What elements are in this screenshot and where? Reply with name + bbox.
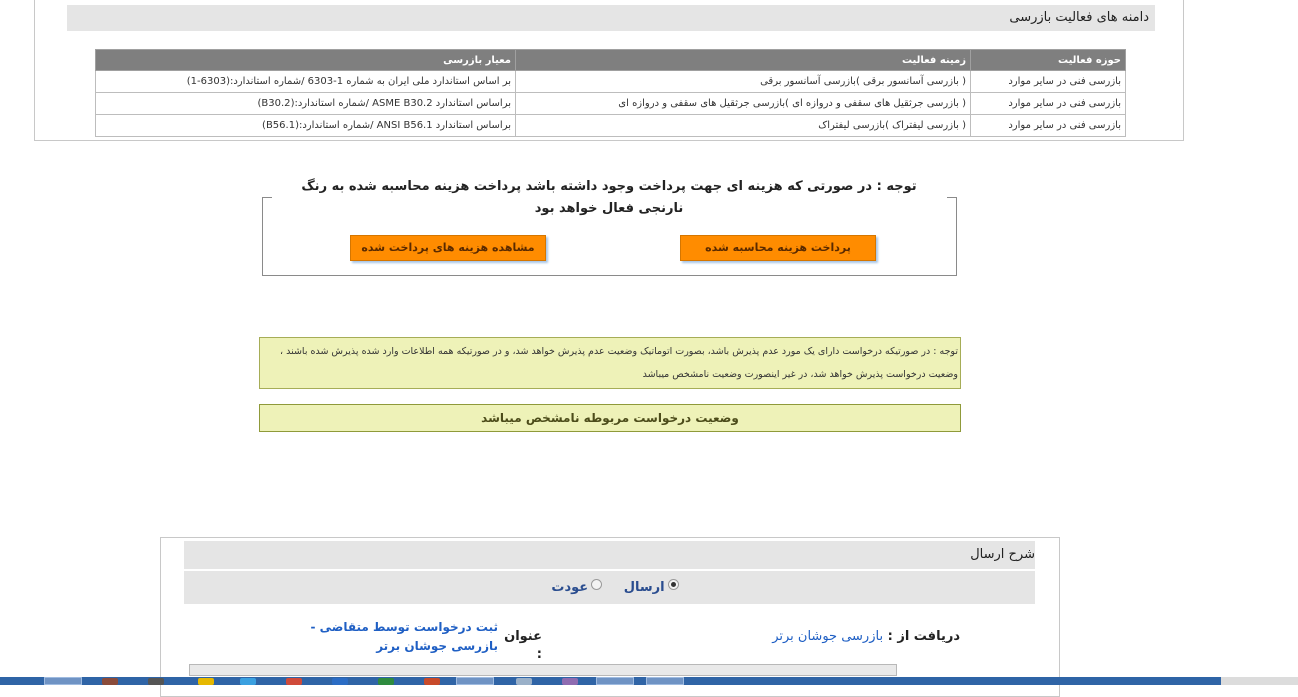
view-paid-fees-button[interactable]: مشاهده هزینه های پرداخت شده [350,235,546,261]
payment-note: توجه : در صورتی که هزینه ای جهت پرداخت وجود داشته باشد پرداخت هزینه محاسبه شده به رنگ نارنجی فعال خواهد بود [282,176,936,220]
cell-criteria: بر اساس استاندارد ملی ایران به شماره 1-6303 /شماره استاندارد:(6303-1) [96,71,516,93]
cell-field: بازرسی فنی در سایر موارد [971,93,1126,115]
fieldset-border [262,197,272,198]
taskbar-app-button[interactable] [44,677,82,685]
taskbar-app-icon[interactable] [286,678,302,685]
received-from-label: دریافت از : [887,629,960,644]
send-option-group [184,571,1035,604]
cell-area: ( بازرسی جرثقیل های سقفی و دروازه ای )بازرسی جرثقیل های سقفی و دروازه ای [516,93,971,115]
cell-area: ( بازرسی لیفتراک )بازرسی لیفتراک [516,115,971,137]
taskbar-app-icon[interactable] [516,678,532,685]
subject-label: عنوان : [504,629,542,662]
table-row [96,71,1126,93]
status-note: توجه : در صورتیکه درخواست دارای یک مورد عدم پذیرش باشد، بصورت اتوماتیک وضعیت عدم پذیرش خواهد شد، و در صورتیکه همه اطلاعات وارد شده پذیرش شده باشند ، وضعیت درخواست پذیرش خواهد شد، در غیر اینصورت وضعیت نامشخص میباشد [259,337,961,389]
cell-criteria: براساس استاندارد ANSI B56.1 /شماره استاندارد:(B56.1) [96,115,516,137]
send-radio[interactable] [668,579,679,590]
taskbar-app-icon[interactable] [240,678,256,685]
column-header-criteria: معیار بازرسی [96,50,516,71]
status-message: وضعیت درخواست مربوطه نامشخص میباشد [259,404,961,432]
taskbar-app-icon[interactable] [424,678,440,685]
return-radio[interactable] [591,579,602,590]
taskbar-app-button[interactable] [596,677,634,685]
taskbar-app-icon[interactable] [378,678,394,685]
taskbar-tray [1221,677,1298,685]
taskbar-app-icon[interactable] [102,678,118,685]
fieldset-border [947,197,957,198]
activity-scope-table [95,49,1126,137]
received-from-row [700,628,960,646]
taskbar-app-icon[interactable] [148,678,164,685]
send-description-title: شرح ارسال [184,541,1035,569]
cell-criteria: براساس استاندارد ASME B30.2 /شماره استاندارد:(B30.2) [96,93,516,115]
cell-field: بازرسی فنی در سایر موارد [971,115,1126,137]
activity-scope-title: دامنه های فعالیت بازرسی [67,5,1155,31]
taskbar-app-icon[interactable] [332,678,348,685]
table-row [96,115,1126,137]
taskbar-app-icon[interactable] [198,678,214,685]
subject-value[interactable]: ثبت درخواست توسط متقاضی - بازرسی جوشان برتر [310,620,498,653]
received-from-value[interactable]: بازرسی جوشان برتر [772,629,884,644]
table-header-row [96,50,1126,71]
send-radio-label[interactable]: ارسال [623,580,665,595]
return-radio-label[interactable]: عودت [551,580,589,595]
taskbar-app-button[interactable] [646,677,684,685]
activity-scope-panel [34,0,1184,141]
pay-calculated-fee-button[interactable]: پرداخت هزینه محاسبه شده [680,235,876,261]
column-header-area: زمینه فعالیت [516,50,971,71]
table-row [96,93,1126,115]
taskbar-app-icon[interactable] [562,678,578,685]
taskbar-app-button[interactable] [456,677,494,685]
taskbar [0,677,1298,685]
send-description-field[interactable] [189,664,897,676]
cell-area: ( بازرسی آسانسور برقی )بازرسی آسانسور برقی [516,71,971,93]
cell-field: بازرسی فنی در سایر موارد [971,71,1126,93]
column-header-field: حوزه فعالیت [971,50,1126,71]
